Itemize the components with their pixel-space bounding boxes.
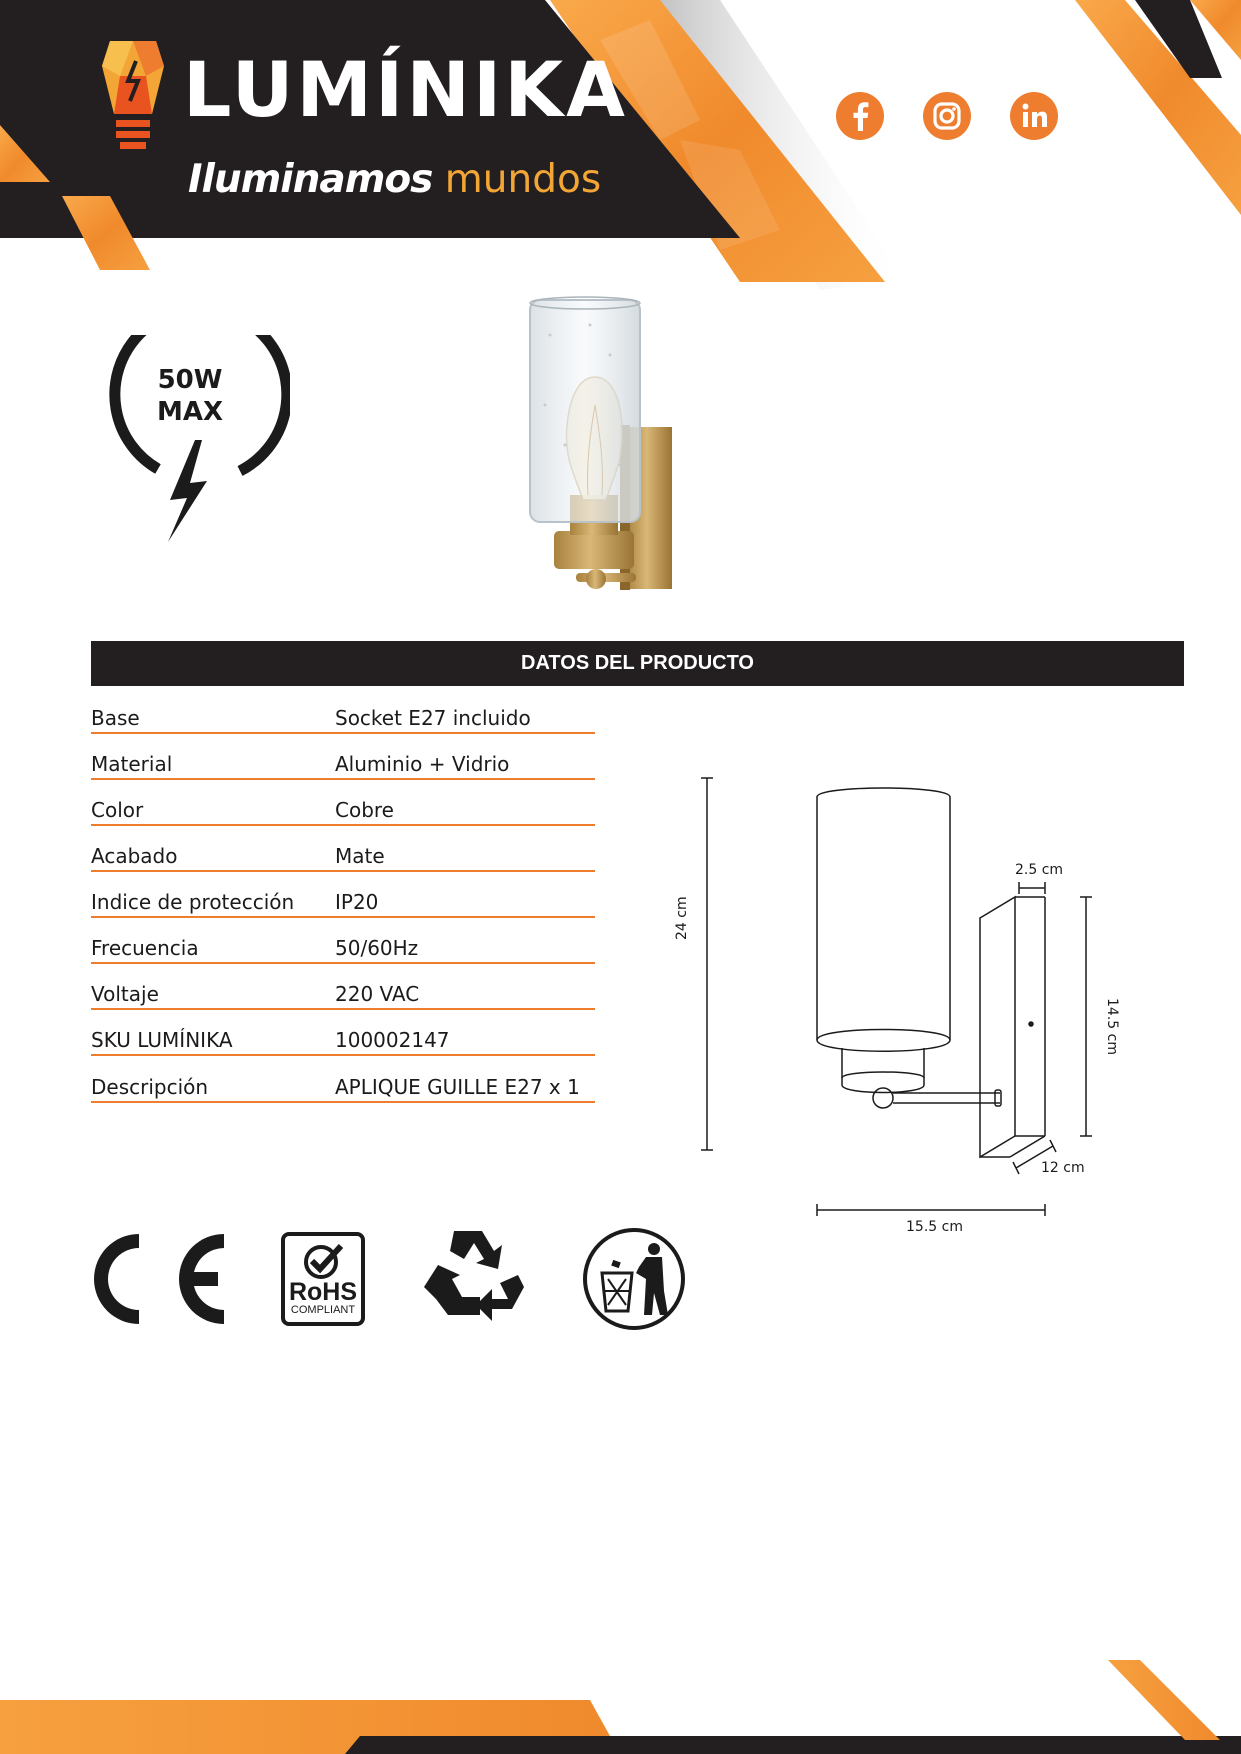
facebook-icon[interactable] (836, 92, 884, 140)
spec-value: APLIQUE GUILLE E27 x 1 (335, 1075, 580, 1099)
spec-row-color (91, 778, 595, 826)
watt-value: 50W (157, 365, 223, 395)
spec-row-frequency (91, 916, 595, 964)
rohs-title: RoHS (288, 1278, 358, 1306)
spec-label: Frecuencia (91, 936, 199, 960)
spec-label: Acabado (91, 844, 178, 868)
spec-row-sku (91, 1008, 595, 1056)
spec-row-protection (91, 870, 595, 918)
spec-label: Voltaje (91, 982, 159, 1006)
spec-label: Material (91, 752, 173, 776)
section-title: DATOS DEL PRODUCTO (91, 641, 1184, 686)
ce-mark-text: CE (90, 1230, 92, 1231)
watt-label: MAX (156, 397, 224, 427)
dim-height-total: 24 cm (674, 896, 690, 940)
spec-value: IP20 (335, 890, 379, 914)
spec-row-base (91, 686, 595, 734)
spec-label: Base (91, 706, 140, 730)
weee-disposal-icon (582, 1227, 686, 1331)
brand-name: LUMÍNIKA (183, 45, 628, 134)
linkedin-icon[interactable] (1010, 92, 1058, 140)
rohs-badge (281, 1232, 365, 1326)
tagline-bold: Iluminamos (188, 157, 433, 202)
max-power-badge (90, 335, 290, 545)
spec-value: Cobre (335, 798, 394, 822)
spec-label: Indice de protección (91, 890, 295, 914)
spec-label: SKU LUMÍNIKA (91, 1028, 233, 1052)
rohs-subtitle: COMPLIANT (290, 1304, 356, 1316)
spec-row-material (91, 732, 595, 780)
dim-plate-height: 14.5 cm (1104, 998, 1120, 1055)
footer-banner (0, 1660, 1241, 1754)
tagline-regular: mundos (444, 157, 602, 202)
spec-value: Aluminio + Vidrio (335, 752, 510, 776)
spec-value: 220 VAC (335, 982, 420, 1006)
dim-plate-depth: 2.5 cm (1015, 862, 1064, 878)
rohs-check-icon (301, 1240, 345, 1280)
spec-row-voltage (91, 962, 595, 1010)
brand-tagline (188, 157, 602, 202)
spec-row-finish (91, 824, 595, 872)
instagram-icon[interactable] (923, 92, 971, 140)
spec-value: 50/60Hz (335, 936, 419, 960)
spec-value: 100002147 (335, 1028, 450, 1052)
dimension-drawing (660, 760, 1140, 1260)
spec-value: Mate (335, 844, 385, 868)
recycle-icon (420, 1225, 528, 1331)
dim-projection: 15.5 cm (906, 1219, 963, 1235)
spec-label: Color (91, 798, 144, 822)
ce-mark-icon (90, 1230, 225, 1328)
product-image (520, 295, 720, 600)
spec-label: Descripción (91, 1075, 209, 1099)
brand-bulb-logo (100, 36, 166, 151)
spec-value: Socket E27 incluido (335, 706, 531, 730)
spec-row-description (91, 1055, 595, 1103)
dim-plate-width: 12 cm (1041, 1160, 1085, 1176)
